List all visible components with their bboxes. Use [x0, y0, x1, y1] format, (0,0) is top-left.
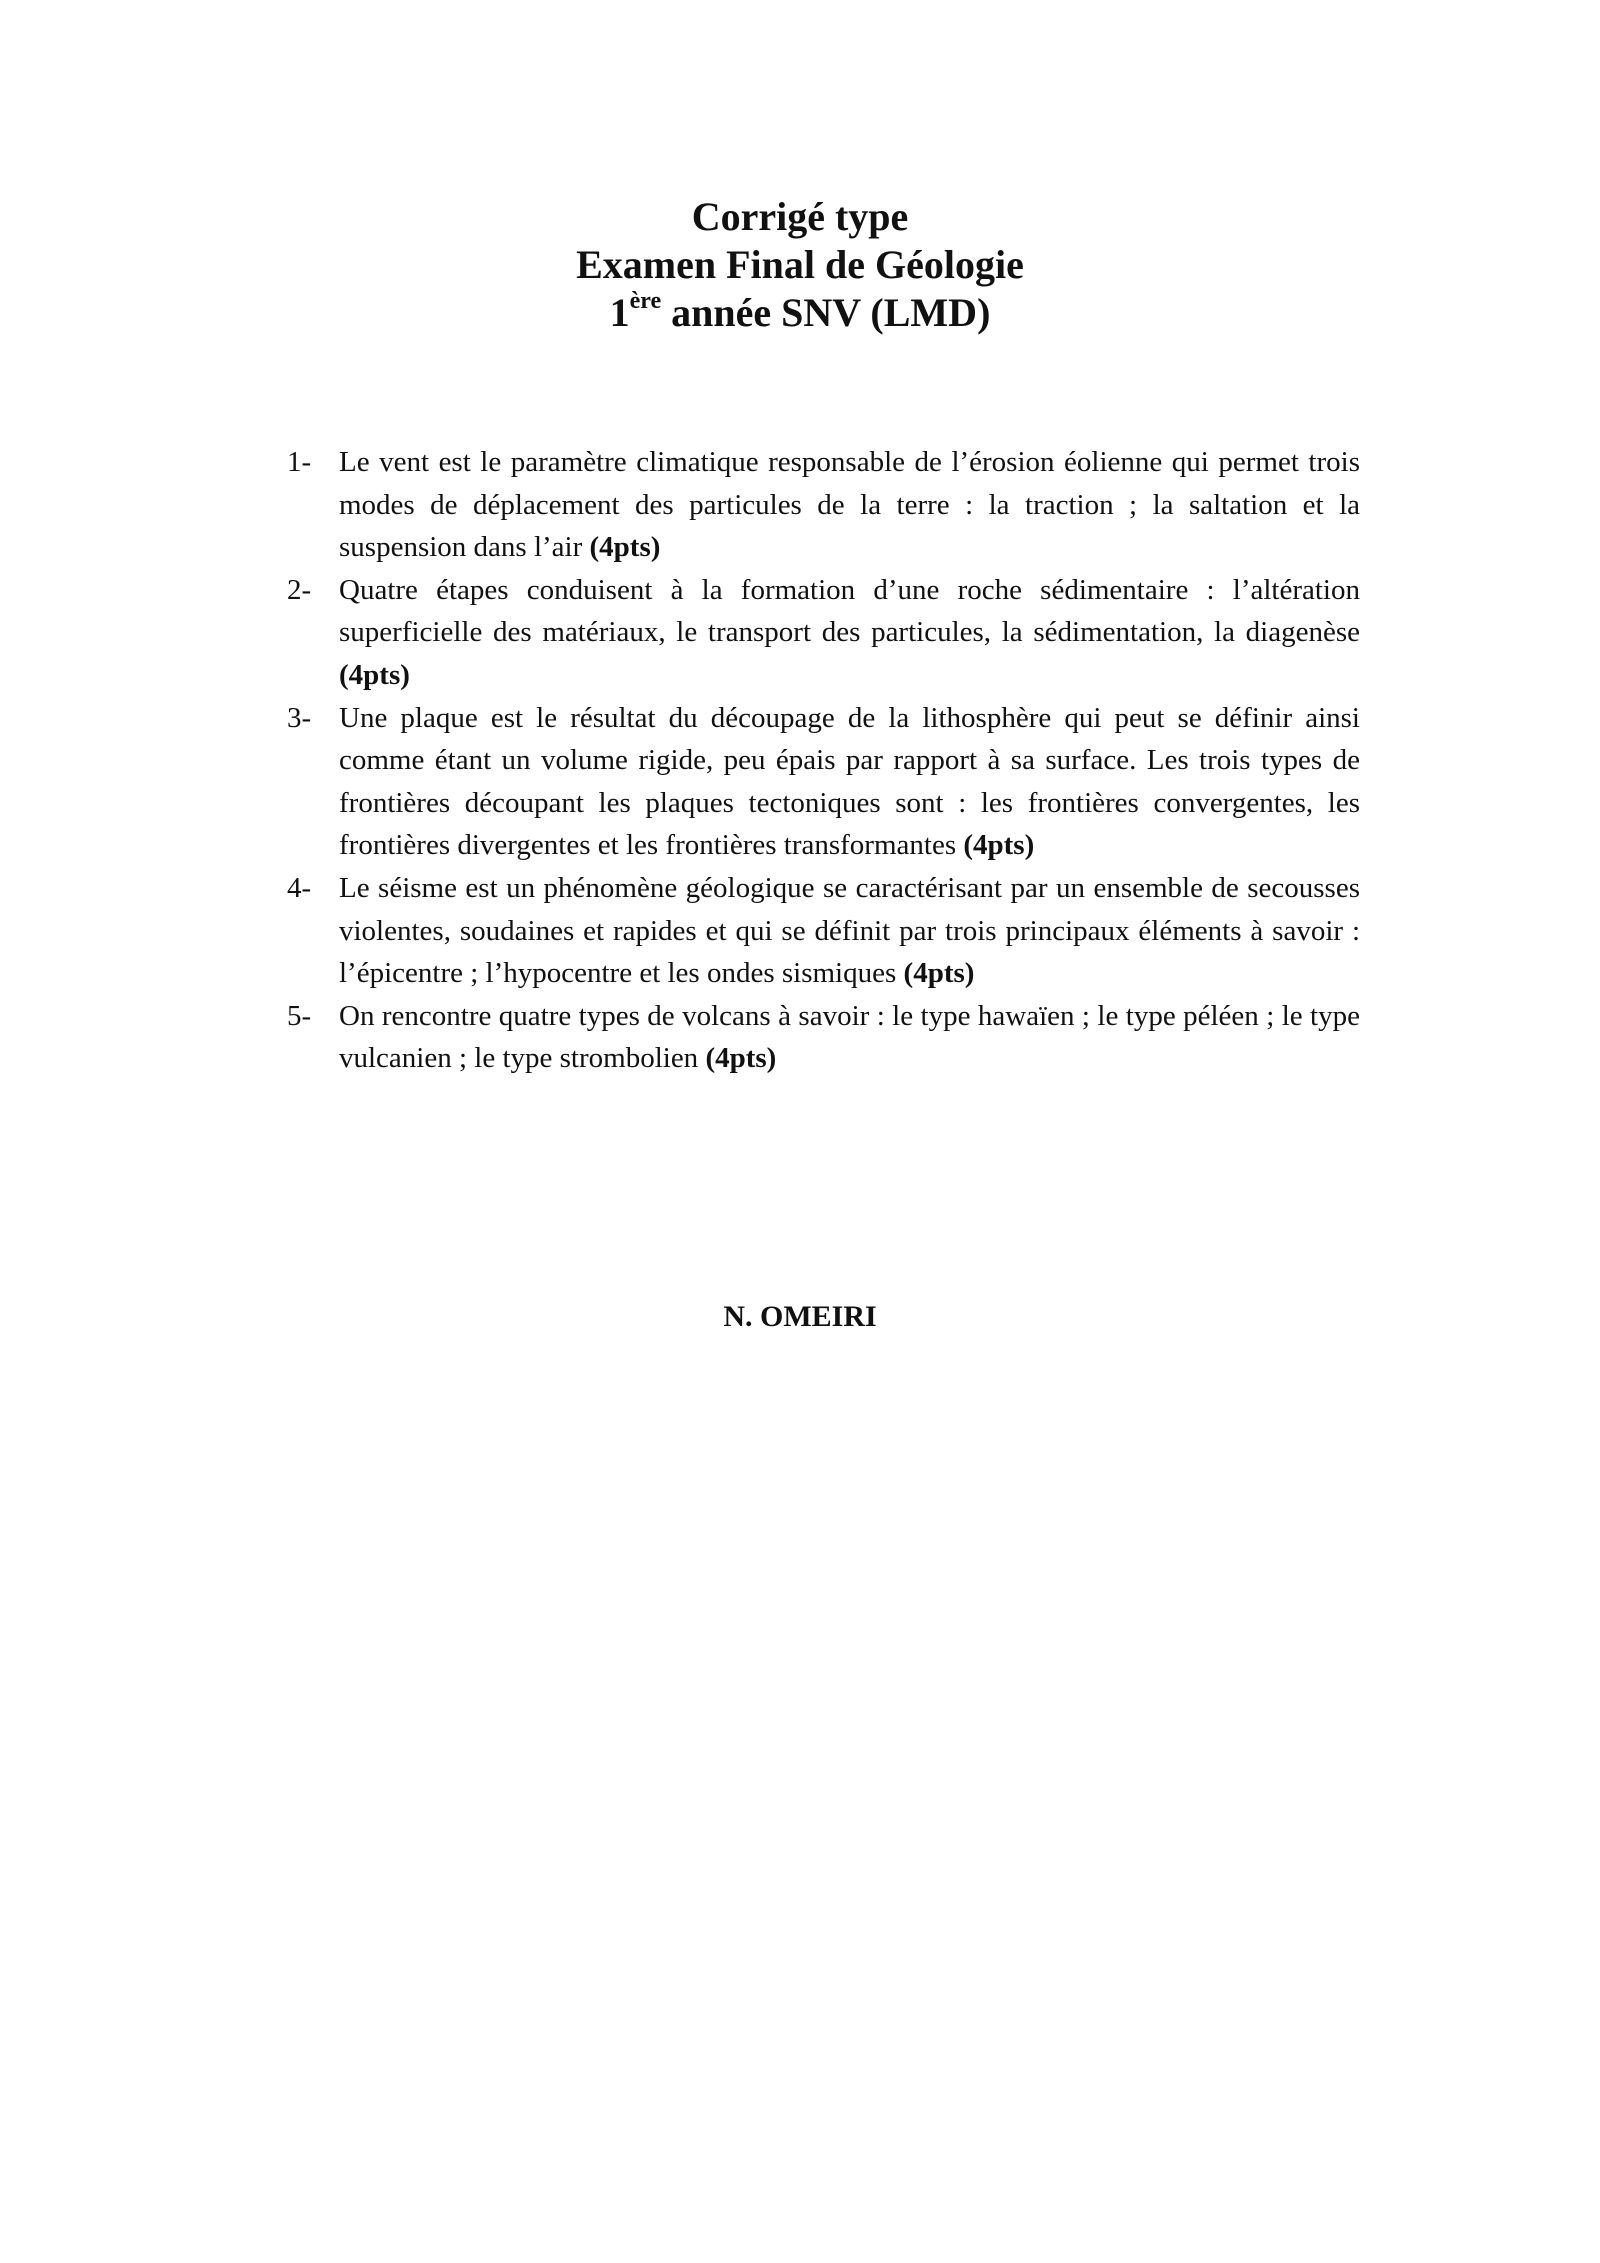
answer-number: 1-: [287, 446, 312, 478]
answer-number: 2-: [287, 573, 312, 606]
document-title: [0, 193, 1600, 337]
answer-list: [287, 441, 1360, 1080]
answer-points: (4pts): [339, 658, 410, 691]
title-corrige-type: Corrigé type: [691, 194, 909, 239]
answer-number: 4-: [287, 871, 312, 904]
title-year-rest: année SNV (LMD): [661, 290, 991, 335]
answer-text: Le séisme est un phénomène géologique se caractérisant par un ensemble de secousses violentes, soudaines et rapides et qui se définit par trois principaux éléments à savoir : l’épicentre ; l’hypocentre et les ondes sismiques: [339, 871, 1360, 990]
answer-points: (4pts): [903, 957, 975, 990]
author-signature: N. OMEIRI: [723, 1300, 877, 1333]
title-year-number: 1: [609, 290, 630, 335]
answer-points: (4pts): [963, 829, 1035, 862]
title-year-superscript: ère: [629, 287, 662, 314]
answer-points: (4pts): [705, 1042, 777, 1075]
answer-number: 3-: [287, 701, 312, 734]
title-exam-name: Examen Final de Géologie: [576, 242, 1024, 287]
answer-item-2: [287, 569, 1360, 697]
answer-text: Une plaque est le résultat du découpage de la lithosphère qui peut se définir ainsi comme étant un volume rigide, peu épais par rapport à sa surface. Les trois types de frontières découpant les plaques tectoniques sont : les frontières convergentes, les frontières divergentes et les frontières transformantes: [339, 701, 1360, 862]
answer-text: Le vent est le paramètre climatique responsable de l’érosion éolienne qui permet trois modes de déplacement des particules de la terre : la traction ; la saltation et la suspension dans l’air: [339, 446, 1360, 564]
answer-points: (4pts): [589, 531, 661, 564]
answer-item-1: [287, 441, 1360, 569]
answer-text: Quatre étapes conduisent à la formation d’une roche sédimentaire : l’altération superficielle des matériaux, le transport des particules, la sédimentation, la diagenèse: [339, 573, 1360, 649]
title-year-level: [0, 289, 1600, 337]
answer-item-4: [287, 867, 1360, 995]
answer-item-5: [287, 995, 1360, 1080]
answer-item-3: [287, 697, 1360, 867]
answer-text: On rencontre quatre types de volcans à savoir : le type hawaïen ; le type péléen ; le type vulcanien ; le type strombolien: [339, 999, 1360, 1075]
answer-number: 5-: [287, 999, 312, 1032]
